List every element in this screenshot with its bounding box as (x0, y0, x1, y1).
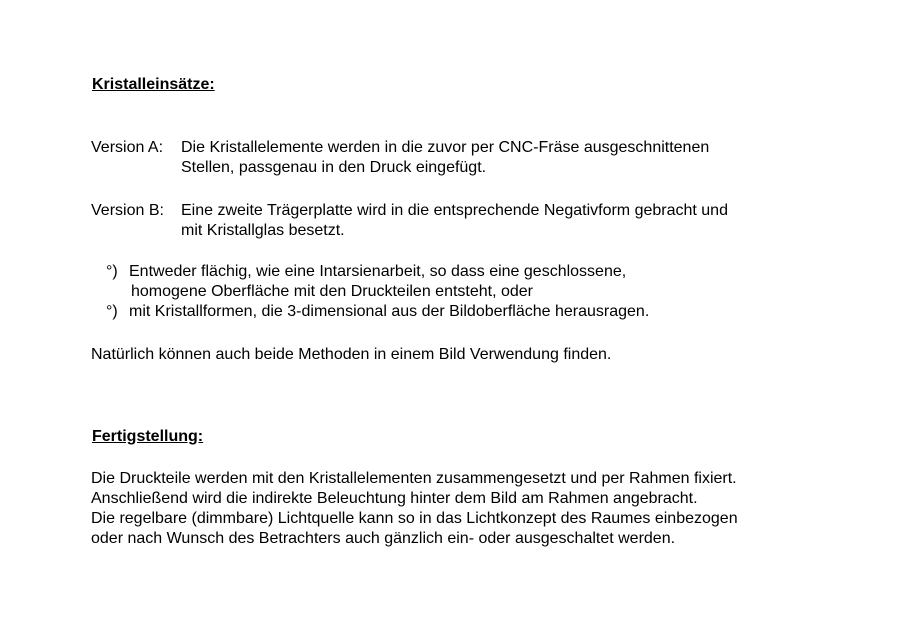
heading-fertigstellung: Fertigstellung: (92, 428, 204, 445)
version-a-label: Version A: (91, 139, 164, 156)
finishing-line-4: oder nach Wunsch des Betrachters auch gänzlich ein- oder ausgeschaltet werden. (91, 530, 676, 547)
option-1-line-1: Entweder flächig, wie eine Intarsienarbeit, so dass eine geschlossene, (129, 263, 627, 280)
heading-kristalleinsaetze: Kristalleinsätze: (92, 76, 215, 93)
note-text: Natürlich können auch beide Methoden in einem Bild Verwendung finden. (91, 346, 612, 363)
version-a-line-1: Die Kristallelemente werden in die zuvor per CNC-Fräse ausgeschnittenen (181, 139, 710, 156)
option-2-line-1: mit Kristallformen, die 3-dimensional aus der Bildoberfläche herausragen. (129, 303, 650, 320)
version-a-line-2: Stellen, passgenau in den Druck eingefügt. (181, 159, 487, 176)
option-1-line-2: homogene Oberfläche mit den Druckteilen entsteht, oder (131, 283, 534, 300)
version-b-label: Version B: (91, 202, 164, 219)
version-b-line-2: mit Kristallglas besetzt. (181, 222, 345, 239)
finishing-line-2: Anschließend wird die indirekte Beleuchtung hinter dem Bild am Rahmen angebracht. (91, 490, 698, 507)
version-b-line-1: Eine zweite Trägerplatte wird in die entsprechende Negativform gebracht und (181, 202, 728, 219)
option-1-marker: °) (106, 263, 118, 280)
finishing-line-3: Die regelbare (dimmbare) Lichtquelle kann so in das Lichtkonzept des Raumes einbezogen (91, 510, 738, 527)
finishing-line-1: Die Druckteile werden mit den Kristallelementen zusammengesetzt und per Rahmen fixiert. (91, 470, 737, 487)
option-2-marker: °) (106, 303, 118, 320)
